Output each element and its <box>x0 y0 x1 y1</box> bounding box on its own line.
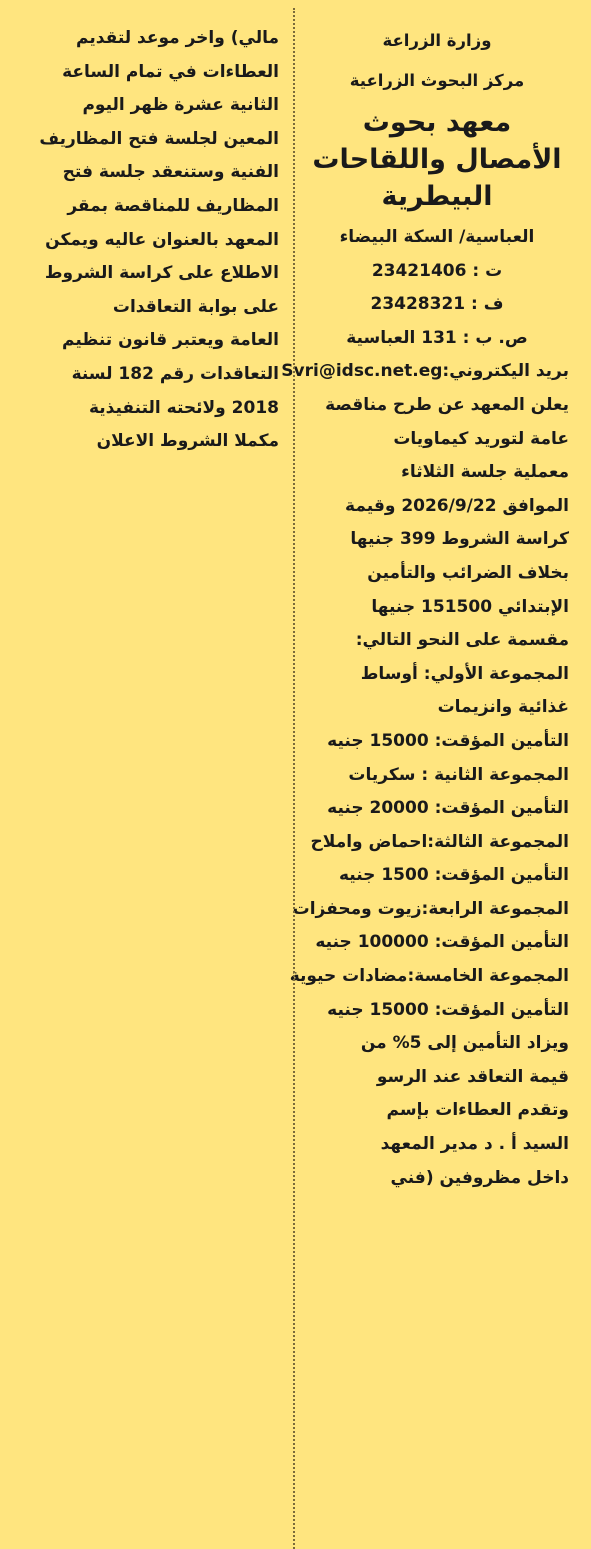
address: العباسية/ السكة البيضاء <box>339 227 535 247</box>
text-line: الموافق 2026/9/22 وقيمة <box>345 495 569 516</box>
research-center-name: مركز البحوث الزراعية <box>349 71 525 90</box>
fax-number: ف : 23428321 <box>370 294 504 315</box>
text-line: المجموعة الخامسة:مضادات حيوية <box>289 966 569 987</box>
text-line: المجموعة الثالثة:احماض واملاح <box>310 831 569 852</box>
text-line: قيمة التعاقد عند الرسو <box>376 1066 569 1087</box>
text-line: الفنية وستنعقد جلسة فتح <box>62 162 279 183</box>
text-line: على بوابة التعاقدات <box>112 296 279 317</box>
announcement-body-left <box>6 22 279 459</box>
text-line: الإبتدائي 151500 جنيها <box>371 596 569 617</box>
text-line: مالي) واخر موعد لتقديم <box>76 28 279 48</box>
email-address: Svri@idsc.net.eg <box>281 361 443 382</box>
text-line: ويزاد التأمين إلى 5% من <box>360 1033 569 1054</box>
text-line: العطاءات في تمام الساعة <box>62 61 279 82</box>
po-box: ص. ب : 131 العباسية <box>346 327 528 348</box>
text-line: غذائية وانزيمات <box>437 697 569 718</box>
text-line: التأمين المؤقت: 15000 جنيه <box>327 730 569 751</box>
text-line: التأمين المؤقت: 100000 جنيه <box>315 932 569 953</box>
text-line: الاطلاع على كراسة الشروط <box>44 263 279 284</box>
email-line <box>281 355 569 389</box>
institute-title-line: معهد بحوث <box>362 107 512 138</box>
text-line: 2018 ولائحته التنفيذية <box>88 397 279 418</box>
text-line: المجموعة الثانية : سكريات <box>348 764 569 785</box>
text-line: عامة لتوريد كيماويات <box>393 428 569 449</box>
institute-title-line: الأمصال واللقاحات <box>312 144 562 175</box>
text-line: المعهد بالعنوان عاليه ويمكن <box>45 229 279 250</box>
institute-title-line: البيطرية <box>381 181 493 212</box>
email-label: بريد اليكتروني: <box>442 361 569 382</box>
text-line: يعلن المعهد عن طرح مناقصة <box>325 394 569 415</box>
text-line: معملية جلسة الثلاثاء <box>401 462 569 483</box>
text-line: التأمين المؤقت: 20000 جنيه <box>327 798 569 819</box>
text-line: المعين لجلسة فتح المظاريف <box>39 128 279 149</box>
text-line: التأمين المؤقت: 15000 جنيه <box>327 999 569 1020</box>
institute-title <box>305 104 569 215</box>
announcement-body-right <box>289 389 569 1195</box>
text-line: داخل مظروفين (فني <box>390 1167 569 1188</box>
text-line: المظاريف للمناقصة بمقر <box>67 195 279 216</box>
text-line: وتقدم العطاءات بإسم <box>386 1100 569 1121</box>
text-line: المجموعة الأولي: أوساط <box>360 663 569 684</box>
ministry-name: وزارة الزراعة <box>382 31 492 50</box>
left-column <box>0 0 293 459</box>
text-line: مقسمة على النحو التالي: <box>355 630 569 651</box>
text-line: كراسة الشروط 399 جنيها <box>350 529 569 550</box>
text-line: الثانية عشرة ظهر اليوم <box>82 95 279 116</box>
letterhead <box>281 24 569 389</box>
text-line: السيد أ . د مدير المعهد <box>380 1134 569 1155</box>
text-line: التعاقدات رقم 182 لسنة <box>71 363 279 384</box>
phone-number: ت : 23421406 <box>371 260 503 281</box>
text-line: بخلاف الضرائب والتأمين <box>367 562 569 583</box>
text-line: التأمين المؤقت: 1500 جنيه <box>338 865 569 886</box>
right-column <box>281 0 591 1195</box>
text-line: مكملا الشروط الاعلان <box>96 431 279 452</box>
text-line: المجموعة الرابعة:زيوت ومحفزات <box>292 898 569 919</box>
column-divider <box>293 8 295 1549</box>
text-line: العامة ويعتبر قانون تنظيم <box>62 330 279 351</box>
